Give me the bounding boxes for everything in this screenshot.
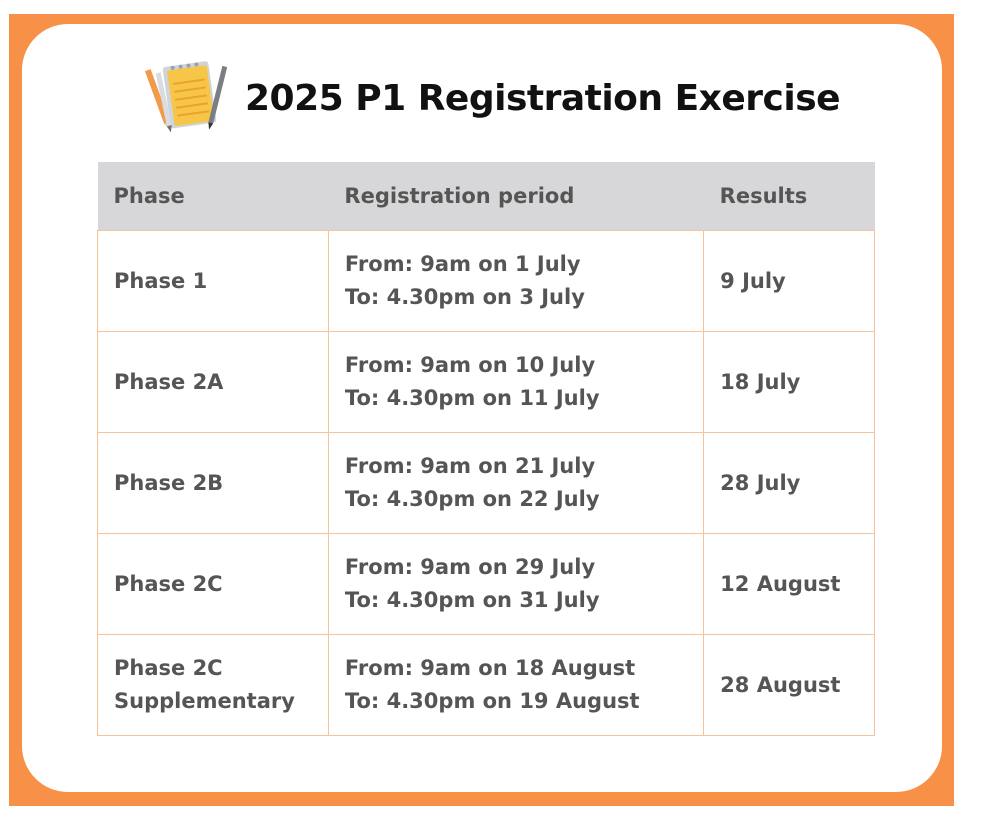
period-from: From: 9am on 1 July xyxy=(344,252,581,276)
period-to: To: 4.30pm on 19 August xyxy=(344,689,640,713)
period-cell xyxy=(328,635,703,736)
header xyxy=(145,58,865,138)
period-cell xyxy=(328,534,703,635)
results-cell: 28 August xyxy=(704,635,875,736)
period-cell xyxy=(328,332,703,433)
phase-cell: Phase 2B xyxy=(98,433,329,534)
period-to: To: 4.30pm on 3 July xyxy=(344,285,585,309)
period-from: From: 9am on 10 July xyxy=(344,353,596,377)
period-to: To: 4.30pm on 31 July xyxy=(344,588,600,612)
column-header-results: Results xyxy=(704,162,875,231)
page-title: 2025 P1 Registration Exercise xyxy=(245,77,841,119)
phase-cell: Phase 2C Supplementary xyxy=(98,635,329,736)
table-header-row xyxy=(98,162,875,231)
period-from: From: 9am on 29 July xyxy=(344,555,596,579)
period-cell xyxy=(328,433,703,534)
period-to: To: 4.30pm on 11 July xyxy=(344,386,600,410)
table-row xyxy=(98,433,875,534)
phase-cell: Phase 2C xyxy=(98,534,329,635)
registration-table xyxy=(97,162,875,736)
column-header-phase: Phase xyxy=(98,162,329,231)
table-row xyxy=(98,332,875,433)
period-cell xyxy=(328,231,703,332)
results-cell: 28 July xyxy=(704,433,875,534)
results-cell: 12 August xyxy=(704,534,875,635)
table-row xyxy=(98,231,875,332)
results-cell: 9 July xyxy=(704,231,875,332)
period-from: From: 9am on 18 August xyxy=(344,656,636,680)
phase-cell: Phase 1 xyxy=(98,231,329,332)
table-row xyxy=(98,534,875,635)
column-header-registration-period: Registration period xyxy=(328,162,703,231)
notebook-pencils-icon xyxy=(145,58,231,138)
period-from: From: 9am on 21 July xyxy=(344,454,596,478)
table-row xyxy=(98,635,875,736)
phase-cell: Phase 2A xyxy=(98,332,329,433)
results-cell: 18 July xyxy=(704,332,875,433)
period-to: To: 4.30pm on 22 July xyxy=(344,487,600,511)
